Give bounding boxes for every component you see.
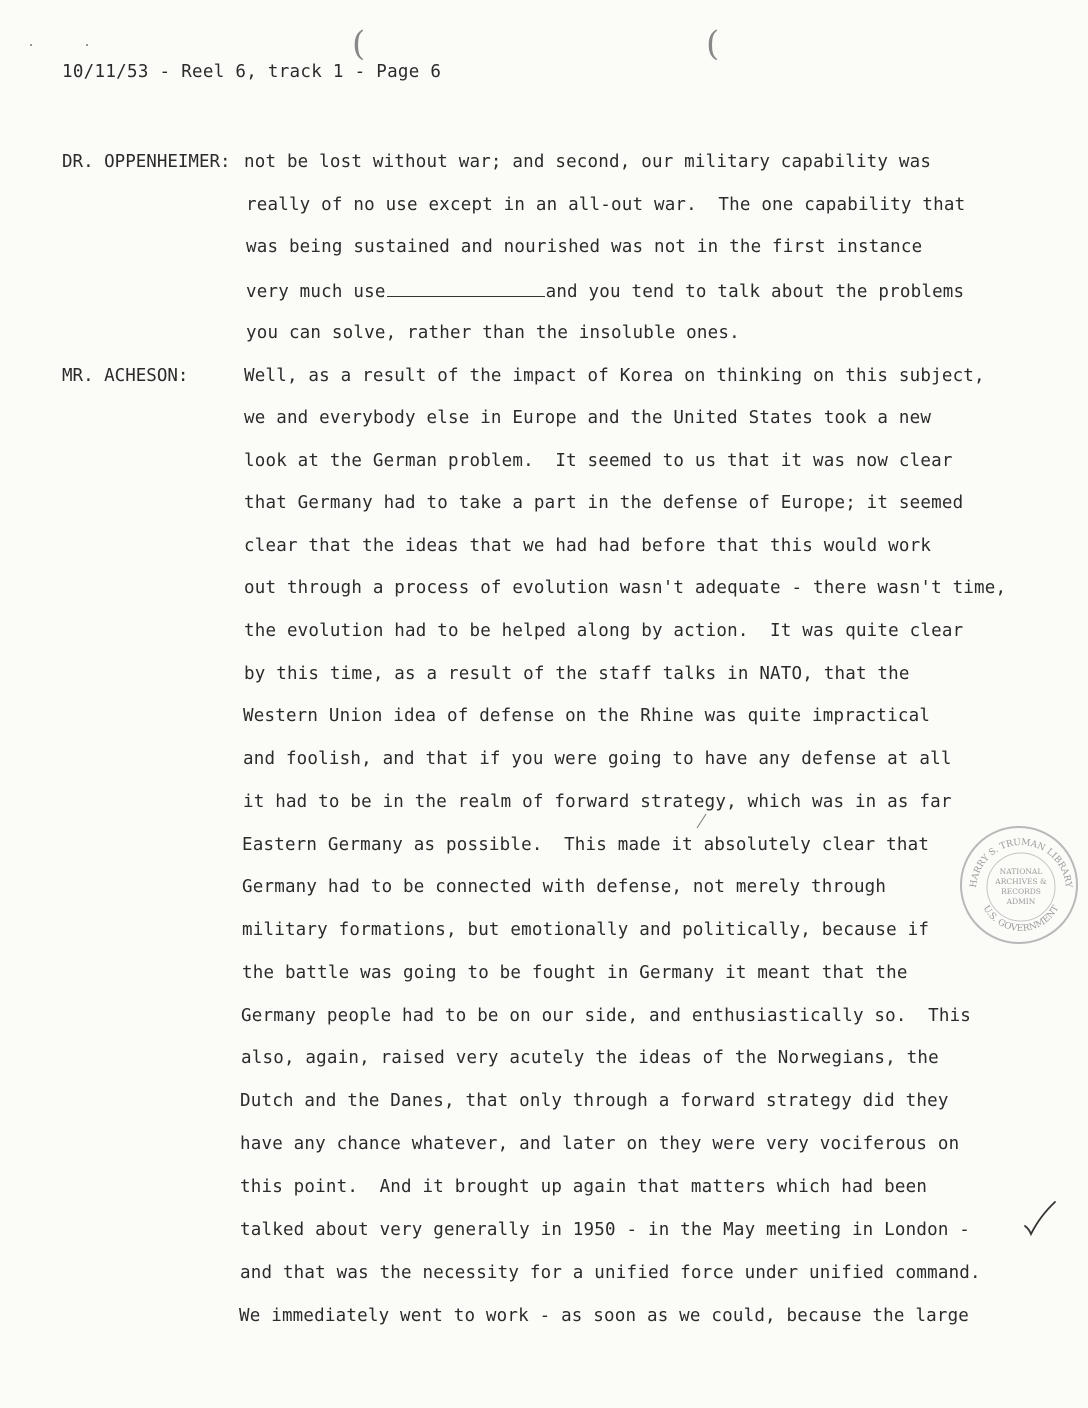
hole-punch-mark: (: [706, 24, 720, 64]
svg-text:ADMIN: ADMIN: [1006, 897, 1036, 906]
svg-text:NATIONAL: NATIONAL: [999, 867, 1043, 876]
transcript-line: by this time, as a result of the staff talks in NATO, that the: [244, 664, 910, 684]
transcript-line: military formations, but emotionally and politically, because if: [242, 920, 930, 940]
transcript-line: that Germany had to take a part in the defense of Europe; it seemed: [244, 493, 964, 513]
svg-text:ARCHIVES &: ARCHIVES &: [995, 877, 1047, 886]
speaker-acheson: MR. ACHESON:: [62, 366, 189, 386]
transcript-line: Well, as a result of the impact of Korea on thinking on this subject,: [244, 366, 985, 386]
speaker-oppenheimer: DR. OPPENHEIMER:: [62, 152, 231, 172]
blank-after-text: and you tend to talk about the problems: [545, 282, 965, 302]
transcript-line: Western Union idea of defense on the Rhine was quite impractical: [243, 706, 931, 726]
transcript-line: out through a process of evolution wasn't adequate - there wasn't time,: [244, 578, 1007, 598]
transcript-line: not be lost without war; and second, our military capability was: [244, 152, 932, 172]
transcript-line: Germany people had to be on our side, and enthusiastically so. This: [241, 1006, 972, 1026]
transcript-line: Eastern Germany as possible. This made it absolutely clear that: [242, 835, 930, 855]
archive-stamp: [960, 826, 1078, 944]
transcript-line-with-blank: [246, 280, 964, 302]
transcript-line: this point. And it brought up again that matters which had been: [240, 1177, 928, 1197]
hole-punch-mark: (: [352, 24, 366, 64]
paper-speck: [86, 44, 88, 46]
checkmark-icon: [1022, 1198, 1058, 1238]
transcript-line: was being sustained and nourished was not in the first instance: [246, 237, 923, 257]
transcript-line: have any chance whatever, and later on they were very vociferous on: [240, 1134, 960, 1154]
svg-text:RECORDS: RECORDS: [1001, 887, 1041, 896]
transcript-line: clear that the ideas that we had had before that this would work: [244, 536, 932, 556]
svg-text:U.S. GOVERNMENT: U.S. GOVERNMENT: [980, 904, 1062, 934]
transcript-line: Germany had to be connected with defense, not merely through: [242, 877, 887, 897]
blank-before-text: very much use: [246, 282, 386, 302]
transcript-line: Dutch and the Danes, that only through a forward strategy did they: [240, 1091, 949, 1111]
transcript-line: and that was the necessity for a unified force under unified command.: [240, 1263, 981, 1283]
transcript-line: We immediately went to work - as soon as we could, because the large: [239, 1306, 970, 1326]
transcript-line: talked about very generally in 1950 - in the May meeting in London -: [240, 1220, 971, 1240]
transcript-line: really of no use except in an all-out war. The one capability that: [246, 195, 966, 215]
transcript-line: the battle was going to be fought in Germany it meant that the: [242, 963, 908, 983]
transcript-line: and foolish, and that if you were going to have any defense at all: [243, 749, 952, 769]
paper-speck: [30, 44, 32, 46]
page-header: 10/11/53 - Reel 6, track 1 - Page 6: [62, 62, 442, 82]
pen-mark: [694, 812, 708, 830]
redaction-blank: [387, 280, 545, 297]
transcript-line: also, again, raised very acutely the ideas of the Norwegians, the: [241, 1048, 939, 1068]
transcript-line: look at the German problem. It seemed to us that it was now clear: [244, 451, 953, 471]
transcript-line: you can solve, rather than the insoluble ones.: [246, 323, 740, 343]
svg-text:HARRY S. TRUMAN LIBRARY: HARRY S. TRUMAN LIBRARY: [968, 837, 1074, 889]
transcript-line: it had to be in the realm of forward strategy, which was in as far: [243, 792, 952, 812]
transcript-line: we and everybody else in Europe and the United States took a new: [244, 408, 932, 428]
transcript-line: the evolution had to be helped along by action. It was quite clear: [244, 621, 964, 641]
